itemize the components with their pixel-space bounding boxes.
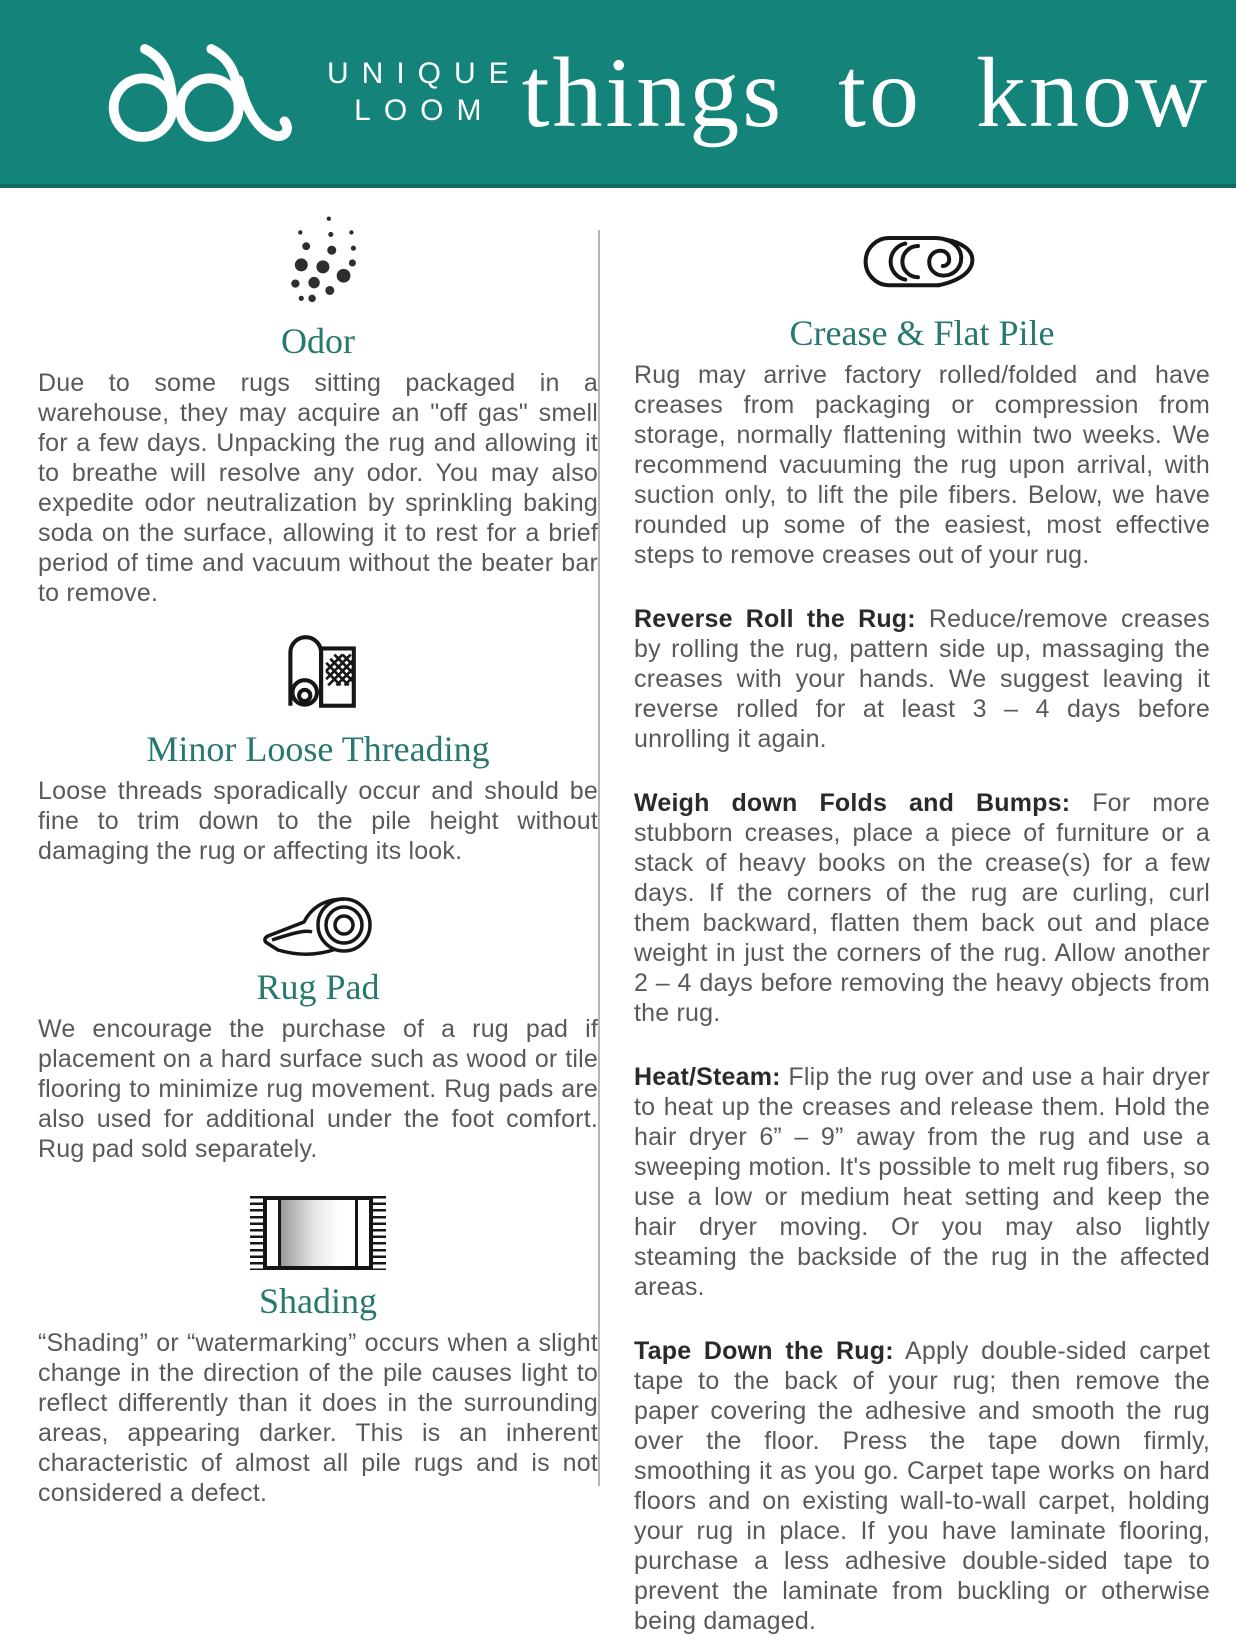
section-title-crease: Crease & Flat Pile <box>789 313 1055 353</box>
step-lead: Weigh down Folds and Bumps: <box>634 789 1071 817</box>
section-shading <box>38 1194 598 1508</box>
brand-word-unique: UNIQUE <box>327 56 522 90</box>
step-weigh-down <box>634 788 1210 1028</box>
section-title-shading: Shading <box>258 1281 377 1321</box>
rug-pad-roll-icon <box>38 894 598 956</box>
brand <box>100 41 522 143</box>
section-title-odor: Odor <box>281 321 355 361</box>
section-title-threading: Minor Loose Threading <box>146 729 490 769</box>
rolled-rug-side-icon <box>634 244 1210 290</box>
rolled-rug-threads-icon <box>38 626 598 718</box>
step-lead: Reverse Roll the Rug: <box>634 605 916 633</box>
shaded-rug-icon <box>38 1194 598 1270</box>
section-rugpad <box>38 894 598 1164</box>
brand-word-loom: LOOM <box>354 94 495 127</box>
step-text: Apply double-sided carpet tape to the back of your rug; then remove the paper covering the adhesive and smooth the rug over the floor. Press the tape down firmly, smoothing it as you go. Carpet tape works on hard floors and on existing wall-to-wall carpet, holding your rug in place. If you have laminate flooring, purchase a less adhesive double-sided tape to prevent the laminate from buckling or otherwise being damaged. <box>634 1337 1210 1635</box>
left-column <box>38 188 598 1636</box>
section-title-rugpad: Rug Pad <box>256 967 380 1007</box>
step-lead: Heat/Steam: <box>634 1063 781 1091</box>
step-text: For more stubborn creases, place a piece of furniture or a stack of heavy books on the crease(s) for a few days. If the corners of the rug are curling, curl them backward, flatten them back out and place weight in just the corners of the rug. Allow another 2 – 4 days before removing the heavy objects from the rug. <box>634 789 1210 1027</box>
right-column <box>634 188 1210 1636</box>
page-title: things to know <box>521 36 1211 148</box>
section-body-rugpad: We encourage the purchase of a rug pad if placement on a hard surface such as wood or tile flooring to minimize rug movement. Rug pads are also used for additional under the foot comfort. Rug pad sold separately. <box>38 1015 598 1163</box>
step-tape-down <box>634 1336 1210 1636</box>
section-threading <box>38 626 598 866</box>
unique-loom-logo-icon <box>100 41 305 143</box>
section-body-threading: Loose threads sporadically occur and should be fine to trim down to the pile height without damaging the rug or affecting its look. <box>38 777 598 865</box>
rug-fringe-left <box>250 1196 263 1270</box>
step-text: Flip the rug over and use a hair dryer to heat up the creases and release them. Hold the hair dryer 6” – 9” away from the rug and use a sweeping motion. It's possible to melt rug fibers, so use a low or medium heat setting and keep the hair dryer moving. Or you may also lightly steaming the backside of the rug in the affected areas. <box>634 1063 1210 1301</box>
column-divider <box>598 230 600 1486</box>
step-reverse-roll <box>634 604 1210 754</box>
section-intro-crease: Rug may arrive factory rolled/folded and have creases from packaging or compression from storage, normally flattening within two weeks. We recommend vacuuming the rug upon arrival, with suction only, to lift the pile fibers. Below, we have rounded up some of the easiest, most effective steps to remove creases out of your rug. <box>634 361 1210 569</box>
step-heat-steam <box>634 1062 1210 1302</box>
header-banner <box>0 0 1236 188</box>
section-odor <box>38 208 598 608</box>
step-lead: Tape Down the Rug: <box>634 1337 894 1365</box>
section-body-shading: “Shading” or “watermarking” occurs when a slight change in the direction of the pile causes light to reflect differently than it does in the surrounding areas, appearing darker. This is an inherent characteristic of almost all pile rugs and is not considered a defect. <box>38 1329 598 1507</box>
rug-fringe-right <box>373 1196 386 1270</box>
step-text: Reduce/remove creases by rolling the rug, pattern side up, massaging the creases with your hands. We suggest leaving it reverse rolled for at least 3 – 4 days before unrolling it again. <box>634 605 1210 753</box>
content <box>0 188 1236 1636</box>
section-body-odor: Due to some rugs sitting packaged in a warehouse, they may acquire an "off gas" smell for a few days. Unpacking the rug and allowing it to breathe will resolve any odor. You may also expedite odor neutralization by sprinkling baking soda on the surface, allowing it to rest for a brief period of time and vacuum without the beater bar to remove. <box>38 369 598 607</box>
odor-particles-icon <box>38 208 598 310</box>
brand-name <box>327 55 522 130</box>
